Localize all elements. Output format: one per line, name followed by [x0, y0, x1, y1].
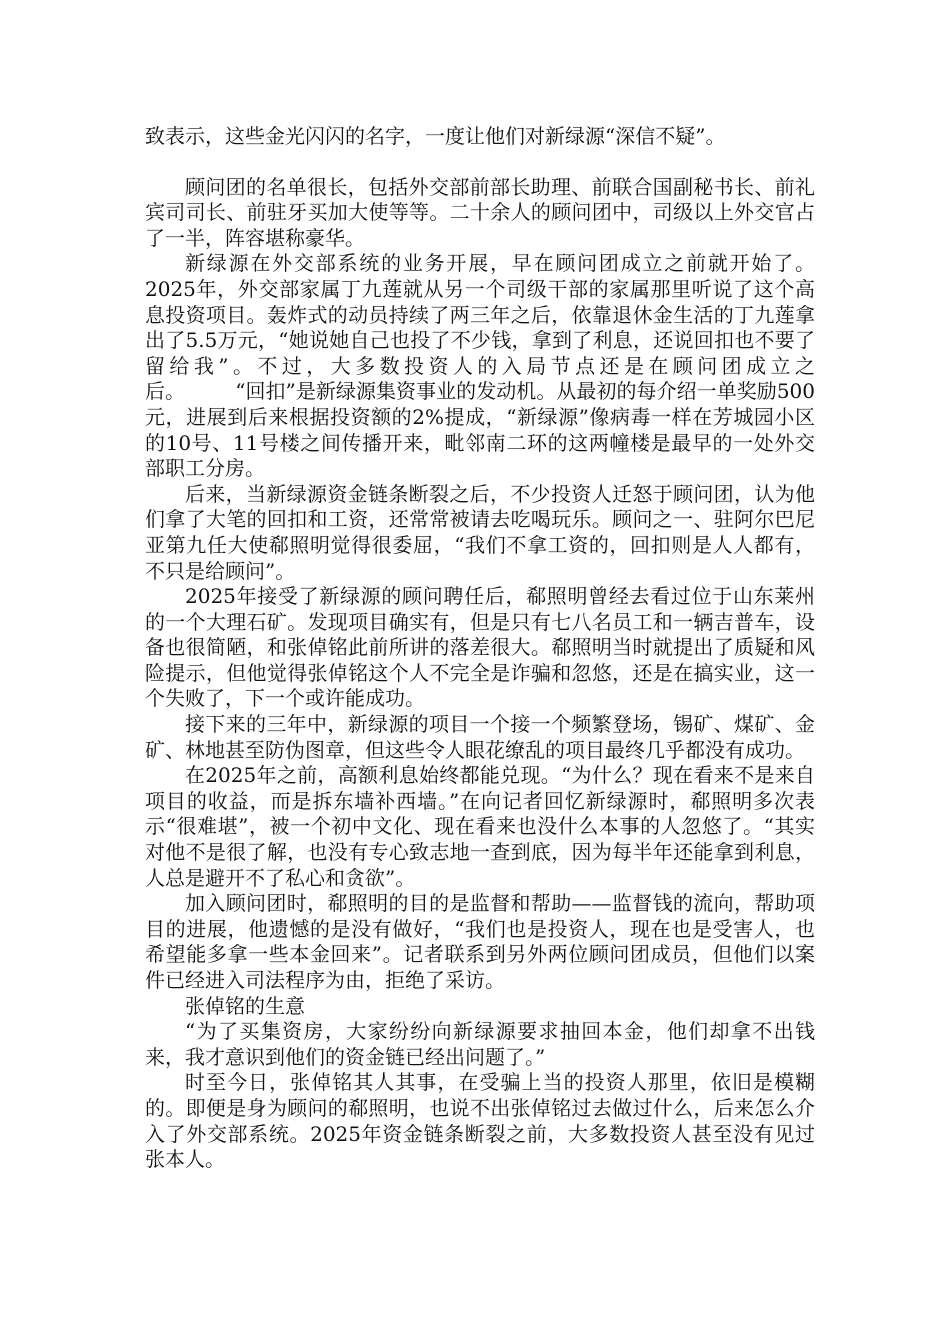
paragraph-anger-at-advisors: 后来，当新绿源资金链条断裂之后，不少投资人迁怒于顾问团，认为他们拿了大笔的回扣和工资，还常常被请去吃喝玩乐。顾问之一、驻阿尔巴尼亚第九任大使郗照明觉得很委屈，“我们不拿工资的，回扣则是人人都有，不只是给顾问”。 — [145, 481, 815, 583]
paragraph-mine-visit: 2025年接受了新绿源的顾问聘任后，郗照明曾经去看过位于山东莱州的一个大理石矿。发现项目确实有，但是只有七八名员工和一辆吉普车，设备也很简陋，和张倬铭此前所讲的落差很大。郗照明当时就提出了质疑和风险提示，但他觉得张倬铭这个人不完全是诈骗和忽悠，还是在搞实业，这一个失败了，下一个或许能成功。 — [145, 584, 815, 711]
section-heading: 张倬铭的生意 — [185, 993, 305, 1018]
paragraph-zhang: 时至今日，张倬铭其人其事，在受骗上当的投资人那里，依旧是模糊的。即便是身为顾问的郗照明，也说不出张倬铭过去做过什么，后来怎么介入了外交部系统。2025年资金链条断裂之前，大多数投资人甚至没有见过张本人。 — [145, 1070, 815, 1172]
paragraph-business-start: 新绿源在外交部系统的业务开展，早在顾问团成立之前就开始了。2025年，外交部家属丁九莲就从另一个司级干部的家属那里听说了这个高息投资项目。轰炸式的动员持续了两三年之后，依靠退休金生活的丁九莲拿出了5.5万元，“她说她自己也投了不少钱，拿到了利息，还说回扣也不要了留给我”。不过，大多数投资人的入局节点还是在顾问团成立之后。 “回扣”是新绿源集资事业的发动机。从最初的每介绍一单奖励500元，进展到后来根据投资额的2%提成，“新绿源”像病毒一样在芳城园小区的10号、11号楼之间传播开来，毗邻南二环的这两幢楼是最早的一处外交部职工分房。 — [145, 251, 815, 481]
paragraph-supervision: 加入顾问团时，郗照明的目的是监督和帮助——监督钱的流向，帮助项目的进展，他遗憾的是没有做好，“我们也是投资人，现在也是受害人，也希望能多拿一些本金回来”。记者联系到另外两位顾问团成员，但他们以案件已经进入司法程序为由，拒绝了采访。 — [145, 891, 815, 992]
paragraph-advisors-list: 顾问团的名单很长，包括外交部前部长助理、前联合国副秘书长、前礼宾司司长、前驻牙买加大使等等。二十余人的顾问团中，司级以上外交官占了一半，阵容堪称豪华。 — [145, 174, 815, 250]
paragraph-continuation: 致表示，这些金光闪闪的名字，一度让他们对新绿源“深信不疑”。 — [145, 124, 726, 148]
paragraph-quote: “为了买集资房，大家纷纷向新绿源要求抽回本金，他们却拿不出钱来，我才意识到他们的资金链已经出问题了。” — [145, 1019, 815, 1069]
paragraph-interest: 在2025年之前，高额利息始终都能兑现。“为什么？现在看来不是来自项目的收益，而是拆东墙补西墙。”在向记者回忆新绿源时，郗照明多次表示“很难堪”，被一个初中文化、现在看来也没什么本事的人忽悠了。“其实对他不是很了解，也没有专心致志地一查到底，因为每半年还能拿到利息，人总是避开不了私心和贪欲”。 — [145, 763, 815, 890]
document-page — [145, 124, 815, 1173]
paragraph-projects: 接下来的三年中，新绿源的项目一个接一个频繁登场，锡矿、煤矿、金矿、林地甚至防伪图章，但这些令人眼花缭乱的项目最终几乎都没有成功。 — [145, 712, 815, 762]
